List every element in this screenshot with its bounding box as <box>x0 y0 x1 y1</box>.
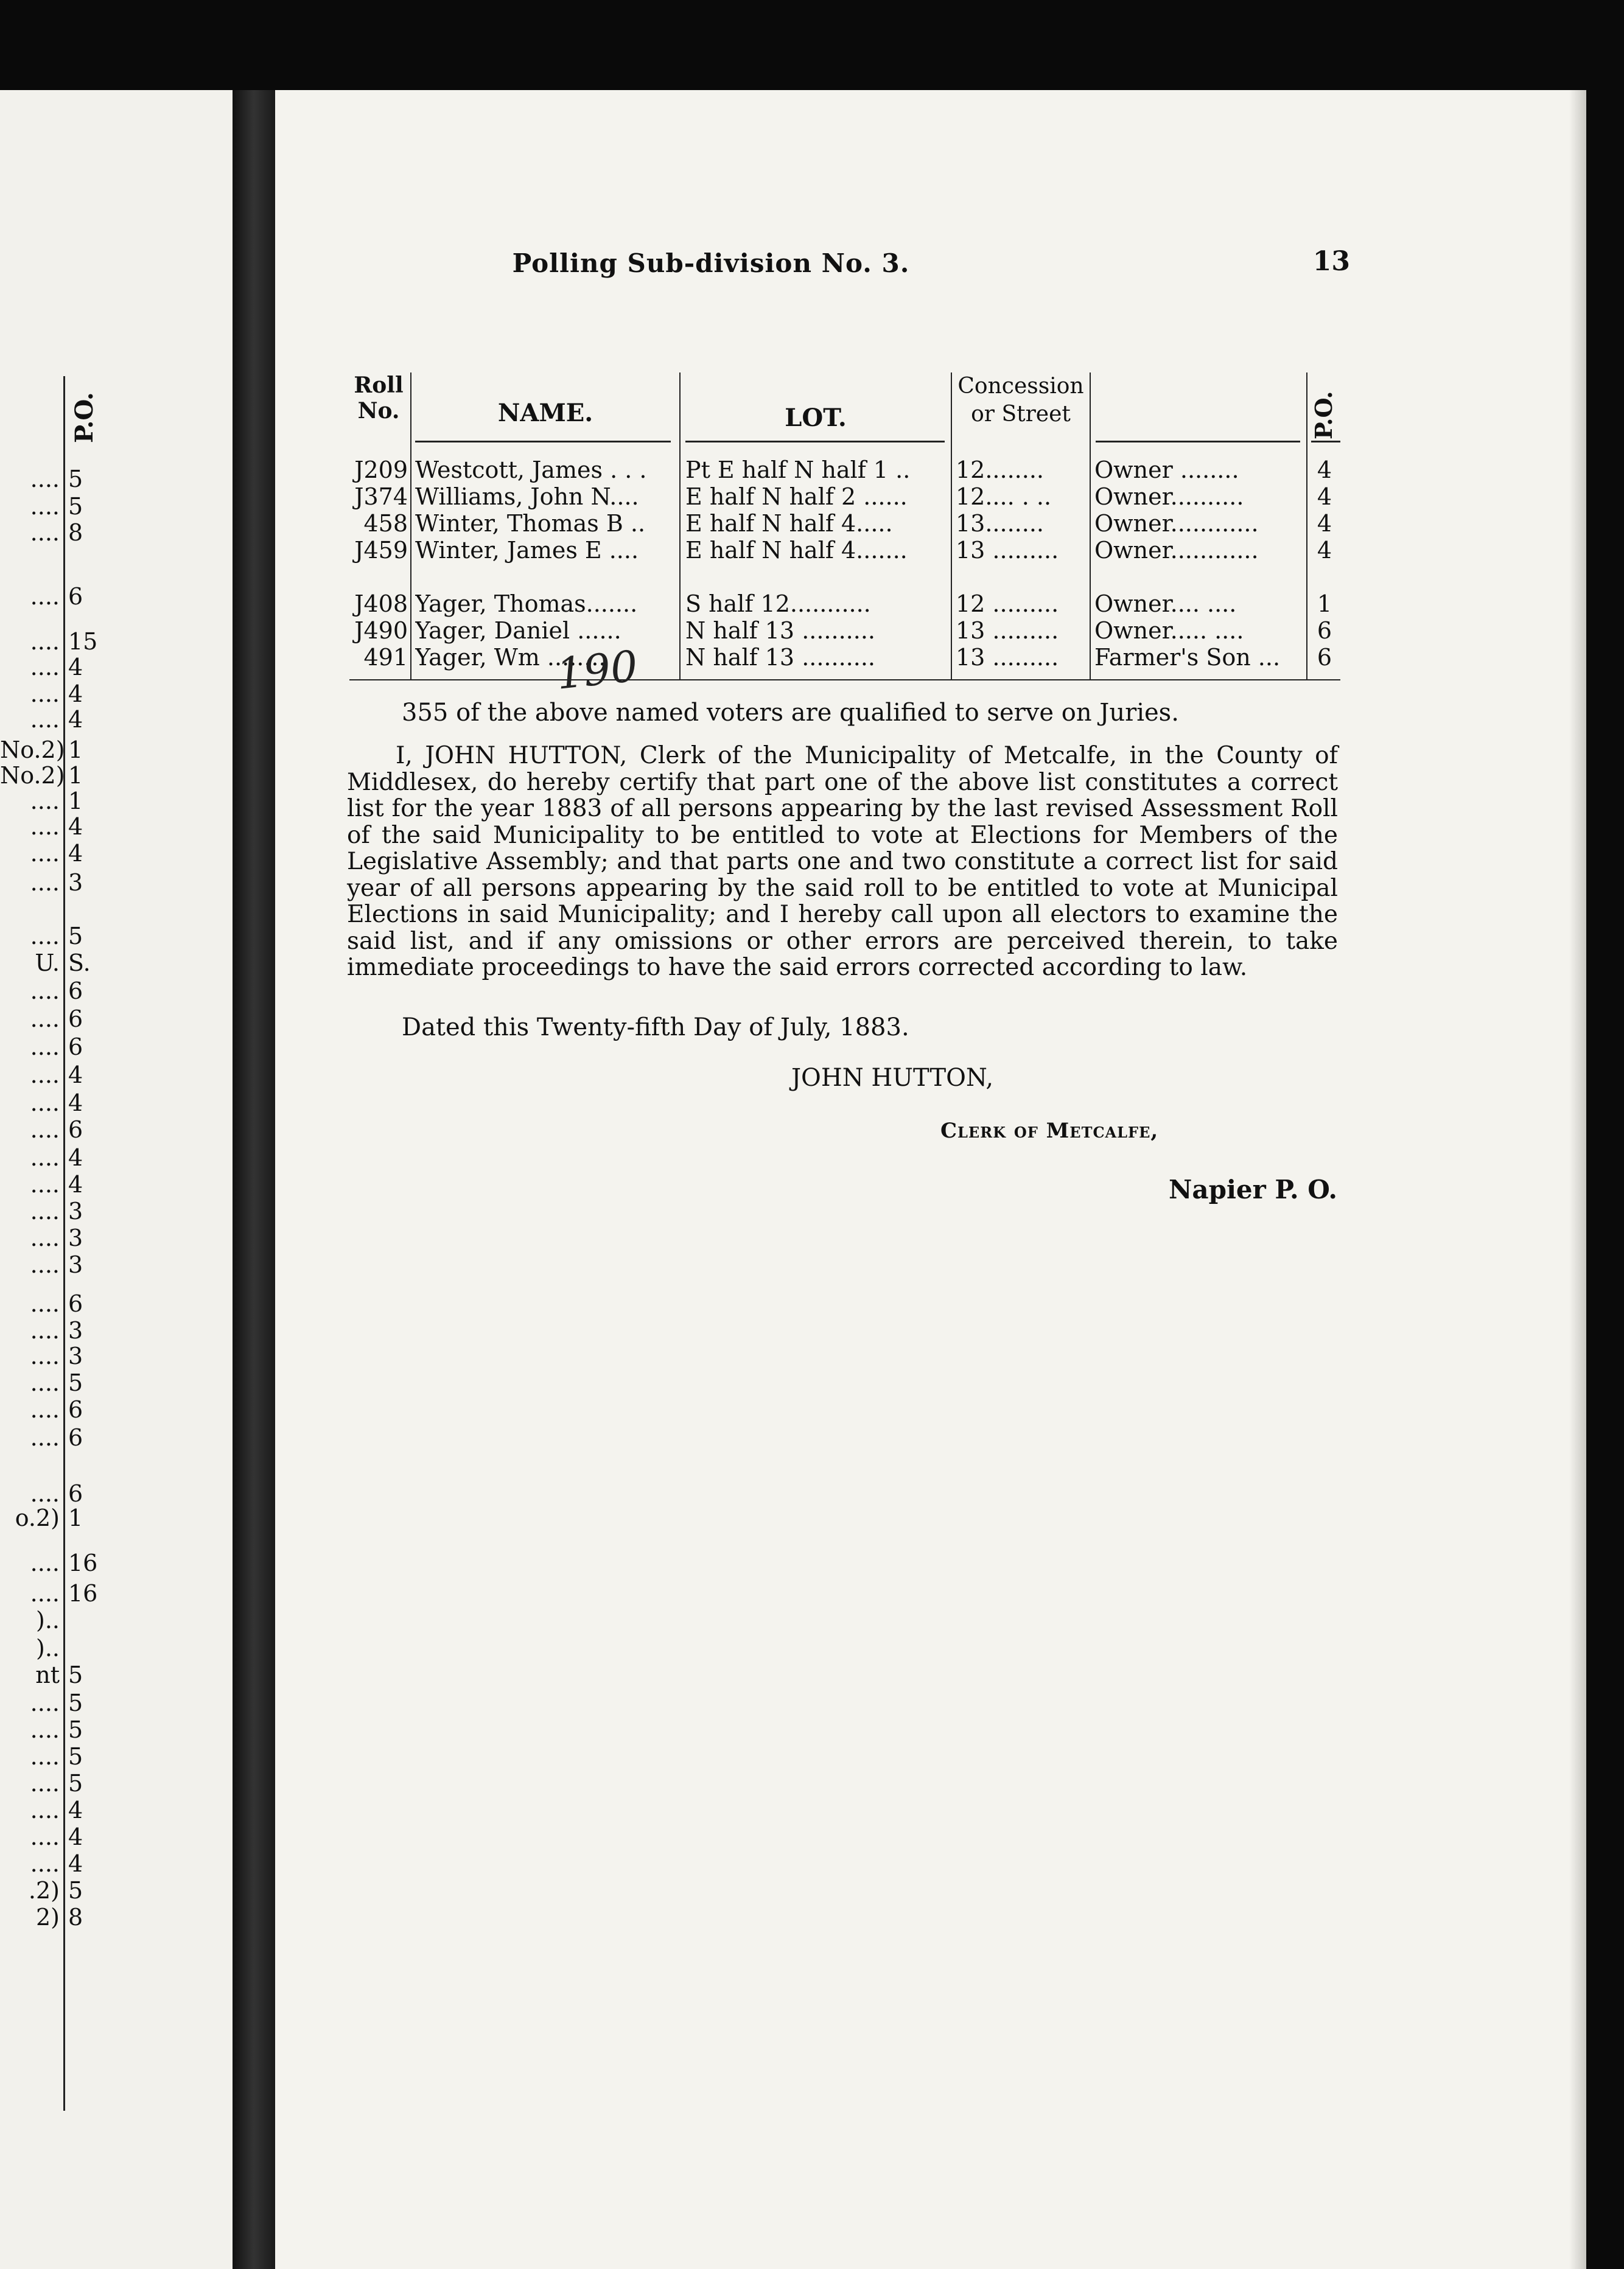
header-rule <box>415 441 671 442</box>
cell-name: Westcott, James . . . <box>415 456 647 483</box>
cell-status: Owner.... .... <box>1094 590 1237 617</box>
left-page-row <box>0 1061 97 1088</box>
left-row-po: 4 <box>68 1171 83 1198</box>
left-row-text: ).. <box>36 1607 60 1634</box>
clerk-title: Clerk of Metcalfe, <box>940 1119 1159 1143</box>
cell-lot: N half 13 .......... <box>685 644 875 671</box>
left-row-text: .... <box>30 1580 60 1607</box>
left-row-text: .... <box>30 1198 60 1225</box>
left-page-row <box>0 583 97 610</box>
cell-roll: 491 <box>363 644 408 671</box>
left-row-text: .... <box>30 519 60 546</box>
left-row-po: 16 <box>68 1550 98 1576</box>
header-rule <box>685 441 945 442</box>
left-row-po: 4 <box>68 680 83 707</box>
cell-concession: 12 ......... <box>956 590 1059 617</box>
left-row-text: .... <box>30 1005 60 1032</box>
table-row <box>349 537 1340 564</box>
left-page-row <box>0 1005 97 1032</box>
left-page-row <box>0 1290 97 1317</box>
header-lot: LOT. <box>785 404 847 432</box>
left-row-po: 3 <box>68 1198 83 1225</box>
cell-status: Owner ........ <box>1094 456 1239 483</box>
left-row-text: .... <box>30 1369 60 1396</box>
left-row-po: 1 <box>68 736 83 763</box>
cell-status: Owner..... .... <box>1094 617 1244 644</box>
cell-po: 4 <box>1317 456 1332 483</box>
left-row-text: .... <box>30 1716 60 1743</box>
cell-roll: J374 <box>354 483 408 510</box>
cell-po: 4 <box>1317 510 1332 537</box>
left-page-row <box>0 1580 97 1607</box>
cell-concession: 12.... . .. <box>956 483 1052 510</box>
left-row-po: 1 <box>68 788 83 814</box>
left-row-po: 6 <box>68 1480 83 1507</box>
left-row-text: .... <box>30 1550 60 1576</box>
left-page-row <box>0 788 97 814</box>
header-name: NAME. <box>497 399 593 427</box>
left-row-po: 5 <box>68 1662 83 1688</box>
left-row-text: .... <box>30 977 60 1004</box>
left-row-text: .... <box>30 1061 60 1088</box>
left-row-po: 3 <box>68 1343 83 1369</box>
left-page-row <box>0 1089 97 1116</box>
left-row-po: 5 <box>68 1369 83 1396</box>
table-row <box>349 483 1340 510</box>
cell-lot: E half N half 2 ...... <box>685 483 908 510</box>
left-row-text: .... <box>30 840 60 867</box>
table-row <box>349 617 1340 644</box>
cell-lot: Pt E half N half 1 .. <box>685 456 911 483</box>
cell-roll: J490 <box>354 617 408 644</box>
left-page-row <box>0 923 97 949</box>
left-row-po: 5 <box>68 1743 83 1770</box>
left-row-text: .... <box>30 1251 60 1278</box>
table-row <box>349 510 1340 537</box>
cell-lot: E half N half 4....... <box>685 537 908 564</box>
header-rule <box>1096 441 1300 442</box>
left-row-po: 5 <box>68 1690 83 1716</box>
cell-roll: J209 <box>354 456 408 483</box>
left-row-text: .... <box>30 1144 60 1171</box>
left-row-text: .... <box>30 869 60 896</box>
left-row-text: No.2) <box>0 736 65 763</box>
cell-name: Winter, James E .... <box>415 537 639 564</box>
signatory-name: JOHN HUTTON, <box>791 1064 994 1092</box>
left-row-text: .... <box>30 1290 60 1317</box>
cell-po: 6 <box>1317 617 1332 644</box>
cell-po: 1 <box>1317 590 1332 617</box>
left-page-row <box>0 1198 97 1225</box>
left-page-row <box>0 1716 97 1743</box>
left-row-po: 6 <box>68 977 83 1004</box>
left-row-po: 16 <box>68 1580 98 1607</box>
cell-concession: 13 ......... <box>956 537 1059 564</box>
left-row-text: .... <box>30 680 60 707</box>
left-row-po: 5 <box>68 466 83 492</box>
left-row-po: 4 <box>68 1850 83 1877</box>
cell-concession: 12........ <box>956 456 1044 483</box>
left-row-text: .... <box>30 1116 60 1143</box>
page-edge-shadow <box>1569 90 1586 2269</box>
left-page-row <box>0 1505 97 1531</box>
left-row-text: .... <box>30 788 60 814</box>
cell-status: Owner.......... <box>1094 483 1244 510</box>
left-row-po: 6 <box>68 1396 83 1423</box>
left-row-po: 4 <box>68 1823 83 1850</box>
running-head: Polling Sub-division No. 3. <box>512 248 910 278</box>
left-page-row <box>0 519 97 546</box>
left-row-text: .... <box>30 1033 60 1060</box>
left-row-text: .... <box>30 628 60 655</box>
left-row-po: 6 <box>68 1424 83 1451</box>
left-page-row <box>0 1225 97 1251</box>
left-page-row <box>0 1797 97 1823</box>
left-page-row <box>0 1171 97 1198</box>
left-row-text: .... <box>30 1089 60 1116</box>
dated-line: Dated this Twenty-fifth Day of July, 1883. <box>402 1013 909 1041</box>
cell-concession: 13 ......... <box>956 644 1059 671</box>
left-row-text: .... <box>30 1317 60 1344</box>
left-row-text: .... <box>30 813 60 840</box>
left-page-row <box>0 1480 97 1507</box>
left-row-po: 3 <box>68 1317 83 1344</box>
left-row-text: .... <box>30 466 60 492</box>
left-page-row <box>0 1904 97 1931</box>
left-page-row <box>0 493 97 520</box>
left-row-text: .... <box>30 1690 60 1716</box>
left-row-po: 4 <box>68 1061 83 1088</box>
juries-note: 355 of the above named voters are qualified to serve on Juries. <box>402 699 1179 727</box>
left-row-po: 1 <box>68 1505 83 1531</box>
cell-po: 6 <box>1317 644 1332 671</box>
left-row-po: 4 <box>68 840 83 867</box>
left-row-text: .... <box>30 654 60 680</box>
left-page-row <box>0 1396 97 1423</box>
left-row-text: .... <box>30 1171 60 1198</box>
left-page-row <box>0 1607 97 1634</box>
left-row-text: .... <box>30 493 60 520</box>
left-page-row <box>0 1823 97 1850</box>
cell-lot: N half 13 .......... <box>685 617 875 644</box>
post-office: Napier P. O. <box>1169 1175 1338 1204</box>
left-po-header: P.O. <box>70 392 99 443</box>
left-page-row <box>0 736 97 763</box>
left-row-po: 4 <box>68 1144 83 1171</box>
left-page-row <box>0 813 97 840</box>
left-row-po: 3 <box>68 1251 83 1278</box>
left-page-row <box>0 869 97 896</box>
left-row-text: No.2) <box>0 762 65 789</box>
cell-roll: 458 <box>363 510 408 537</box>
left-page-row <box>0 628 97 655</box>
left-row-po: S. <box>68 949 91 976</box>
left-row-po: 6 <box>68 1290 83 1317</box>
left-row-text: .... <box>30 1225 60 1251</box>
cell-name: Yager, Thomas....... <box>415 590 638 617</box>
left-row-text: .... <box>30 1823 60 1850</box>
left-row-po: 5 <box>68 923 83 949</box>
left-page-row <box>0 1343 97 1369</box>
left-row-text: o.2) <box>15 1505 60 1531</box>
left-page-row <box>0 1144 97 1171</box>
left-page-row <box>0 949 97 976</box>
left-page-row <box>0 1877 97 1904</box>
left-page-row <box>0 1033 97 1060</box>
certificate-paragraph: I, JOHN HUTTON, Clerk of the Municipality of Metcalfe, in the County of Middlesex, do hereby certify that part one of the above list constitutes a correct list for the year 1883 of all persons appearing by the last revised Assessment Roll of the said Municipality to be entitled to vote at Elections for Members of the Legislative Assembly; and that parts one and two constitute a correct list for said year of all persons appearing by the said roll to be entitled to vote at Municipal Elections in said Municipality; and I hereby call upon all electors to examine the said list, and if any omissions or other errors are perceived therein, to take immediate proceedings to have the said errors corrected according to law. <box>347 742 1338 981</box>
left-page-row <box>0 1317 97 1344</box>
left-row-po: 4 <box>68 706 83 733</box>
cell-name: Yager, Daniel ...... <box>415 617 621 644</box>
left-page-row <box>0 654 97 680</box>
cell-status: Owner............ <box>1094 510 1259 537</box>
cell-roll: J408 <box>354 590 408 617</box>
left-page-row <box>0 1662 97 1688</box>
left-page-row <box>0 762 97 789</box>
left-row-text: .... <box>30 706 60 733</box>
left-row-po: 1 <box>68 762 83 789</box>
cell-name: Williams, John N.... <box>415 483 639 510</box>
table-bottom-rule <box>349 679 1340 680</box>
left-row-text: .... <box>30 923 60 949</box>
left-row-po: 4 <box>68 654 83 680</box>
table-row <box>349 456 1340 483</box>
cell-roll: J459 <box>354 537 408 564</box>
left-row-text: .... <box>30 1743 60 1770</box>
left-row-po: 8 <box>68 519 83 546</box>
left-page-row <box>0 840 97 867</box>
left-row-text: .... <box>30 1797 60 1823</box>
left-row-po: 8 <box>68 1904 83 1931</box>
left-row-text: .... <box>30 1396 60 1423</box>
left-page-row <box>0 1550 97 1576</box>
left-row-po: 5 <box>68 1770 83 1797</box>
left-page-row <box>0 1743 97 1770</box>
cell-status: Owner............ <box>1094 537 1259 564</box>
header-po: P.O. <box>1310 391 1337 439</box>
left-row-po: 6 <box>68 1033 83 1060</box>
left-row-text: .... <box>30 1480 60 1507</box>
cell-po: 4 <box>1317 537 1332 564</box>
left-row-text: ).. <box>36 1635 60 1662</box>
left-page-row <box>0 706 97 733</box>
left-row-po: 5 <box>68 1716 83 1743</box>
cell-name: Winter, Thomas B .. <box>415 510 646 537</box>
left-page-row <box>0 1770 97 1797</box>
left-row-po: 4 <box>68 813 83 840</box>
left-row-text: U. <box>35 949 60 976</box>
left-row-po: 6 <box>68 583 83 610</box>
left-page-row <box>0 1635 97 1662</box>
left-row-po: 5 <box>68 1877 83 1904</box>
cell-lot: E half N half 4..... <box>685 510 893 537</box>
table-row <box>349 590 1340 617</box>
left-row-text: .2) <box>28 1877 60 1904</box>
left-row-text: .... <box>30 1850 60 1877</box>
cell-concession: 13........ <box>956 510 1044 537</box>
cell-lot: S half 12........... <box>685 590 871 617</box>
left-row-text: nt <box>35 1662 60 1688</box>
left-row-po: 3 <box>68 869 83 896</box>
header-roll-no: Roll No. <box>354 372 404 424</box>
left-row-text: .... <box>30 1343 60 1369</box>
left-page-row <box>0 1424 97 1451</box>
left-page-row <box>0 466 97 492</box>
page-number: 13 <box>1312 246 1350 277</box>
left-row-po: 4 <box>68 1797 83 1823</box>
handwritten-annotation: 190 <box>554 641 640 699</box>
cell-concession: 13 ......... <box>956 617 1059 644</box>
left-row-text: .... <box>30 583 60 610</box>
left-page-row <box>0 680 97 707</box>
left-page-row <box>0 1251 97 1278</box>
left-row-po: 15 <box>68 628 98 655</box>
book-gutter <box>233 90 275 2269</box>
cell-name: Yager, Wm ........ <box>415 644 606 671</box>
left-row-text: .... <box>30 1770 60 1797</box>
left-row-po: 6 <box>68 1116 83 1143</box>
left-page-row <box>0 1116 97 1143</box>
left-row-text: .... <box>30 1424 60 1451</box>
table-row <box>349 644 1340 671</box>
left-row-po: 5 <box>68 493 83 520</box>
left-row-text: 2) <box>35 1904 60 1931</box>
left-row-po: 6 <box>68 1005 83 1032</box>
cell-status: Farmer's Son ... <box>1094 644 1281 671</box>
left-page-row <box>0 977 97 1004</box>
voter-table <box>349 372 1340 699</box>
header-concession: Concession or Street <box>957 374 1084 427</box>
left-page-row <box>0 1369 97 1396</box>
header-rule <box>1311 441 1340 442</box>
cell-po: 4 <box>1317 483 1332 510</box>
left-row-po: 3 <box>68 1225 83 1251</box>
left-row-po: 4 <box>68 1089 83 1116</box>
left-page-row <box>0 1690 97 1716</box>
left-page-row <box>0 1850 97 1877</box>
left-page-fragment <box>0 90 233 2269</box>
